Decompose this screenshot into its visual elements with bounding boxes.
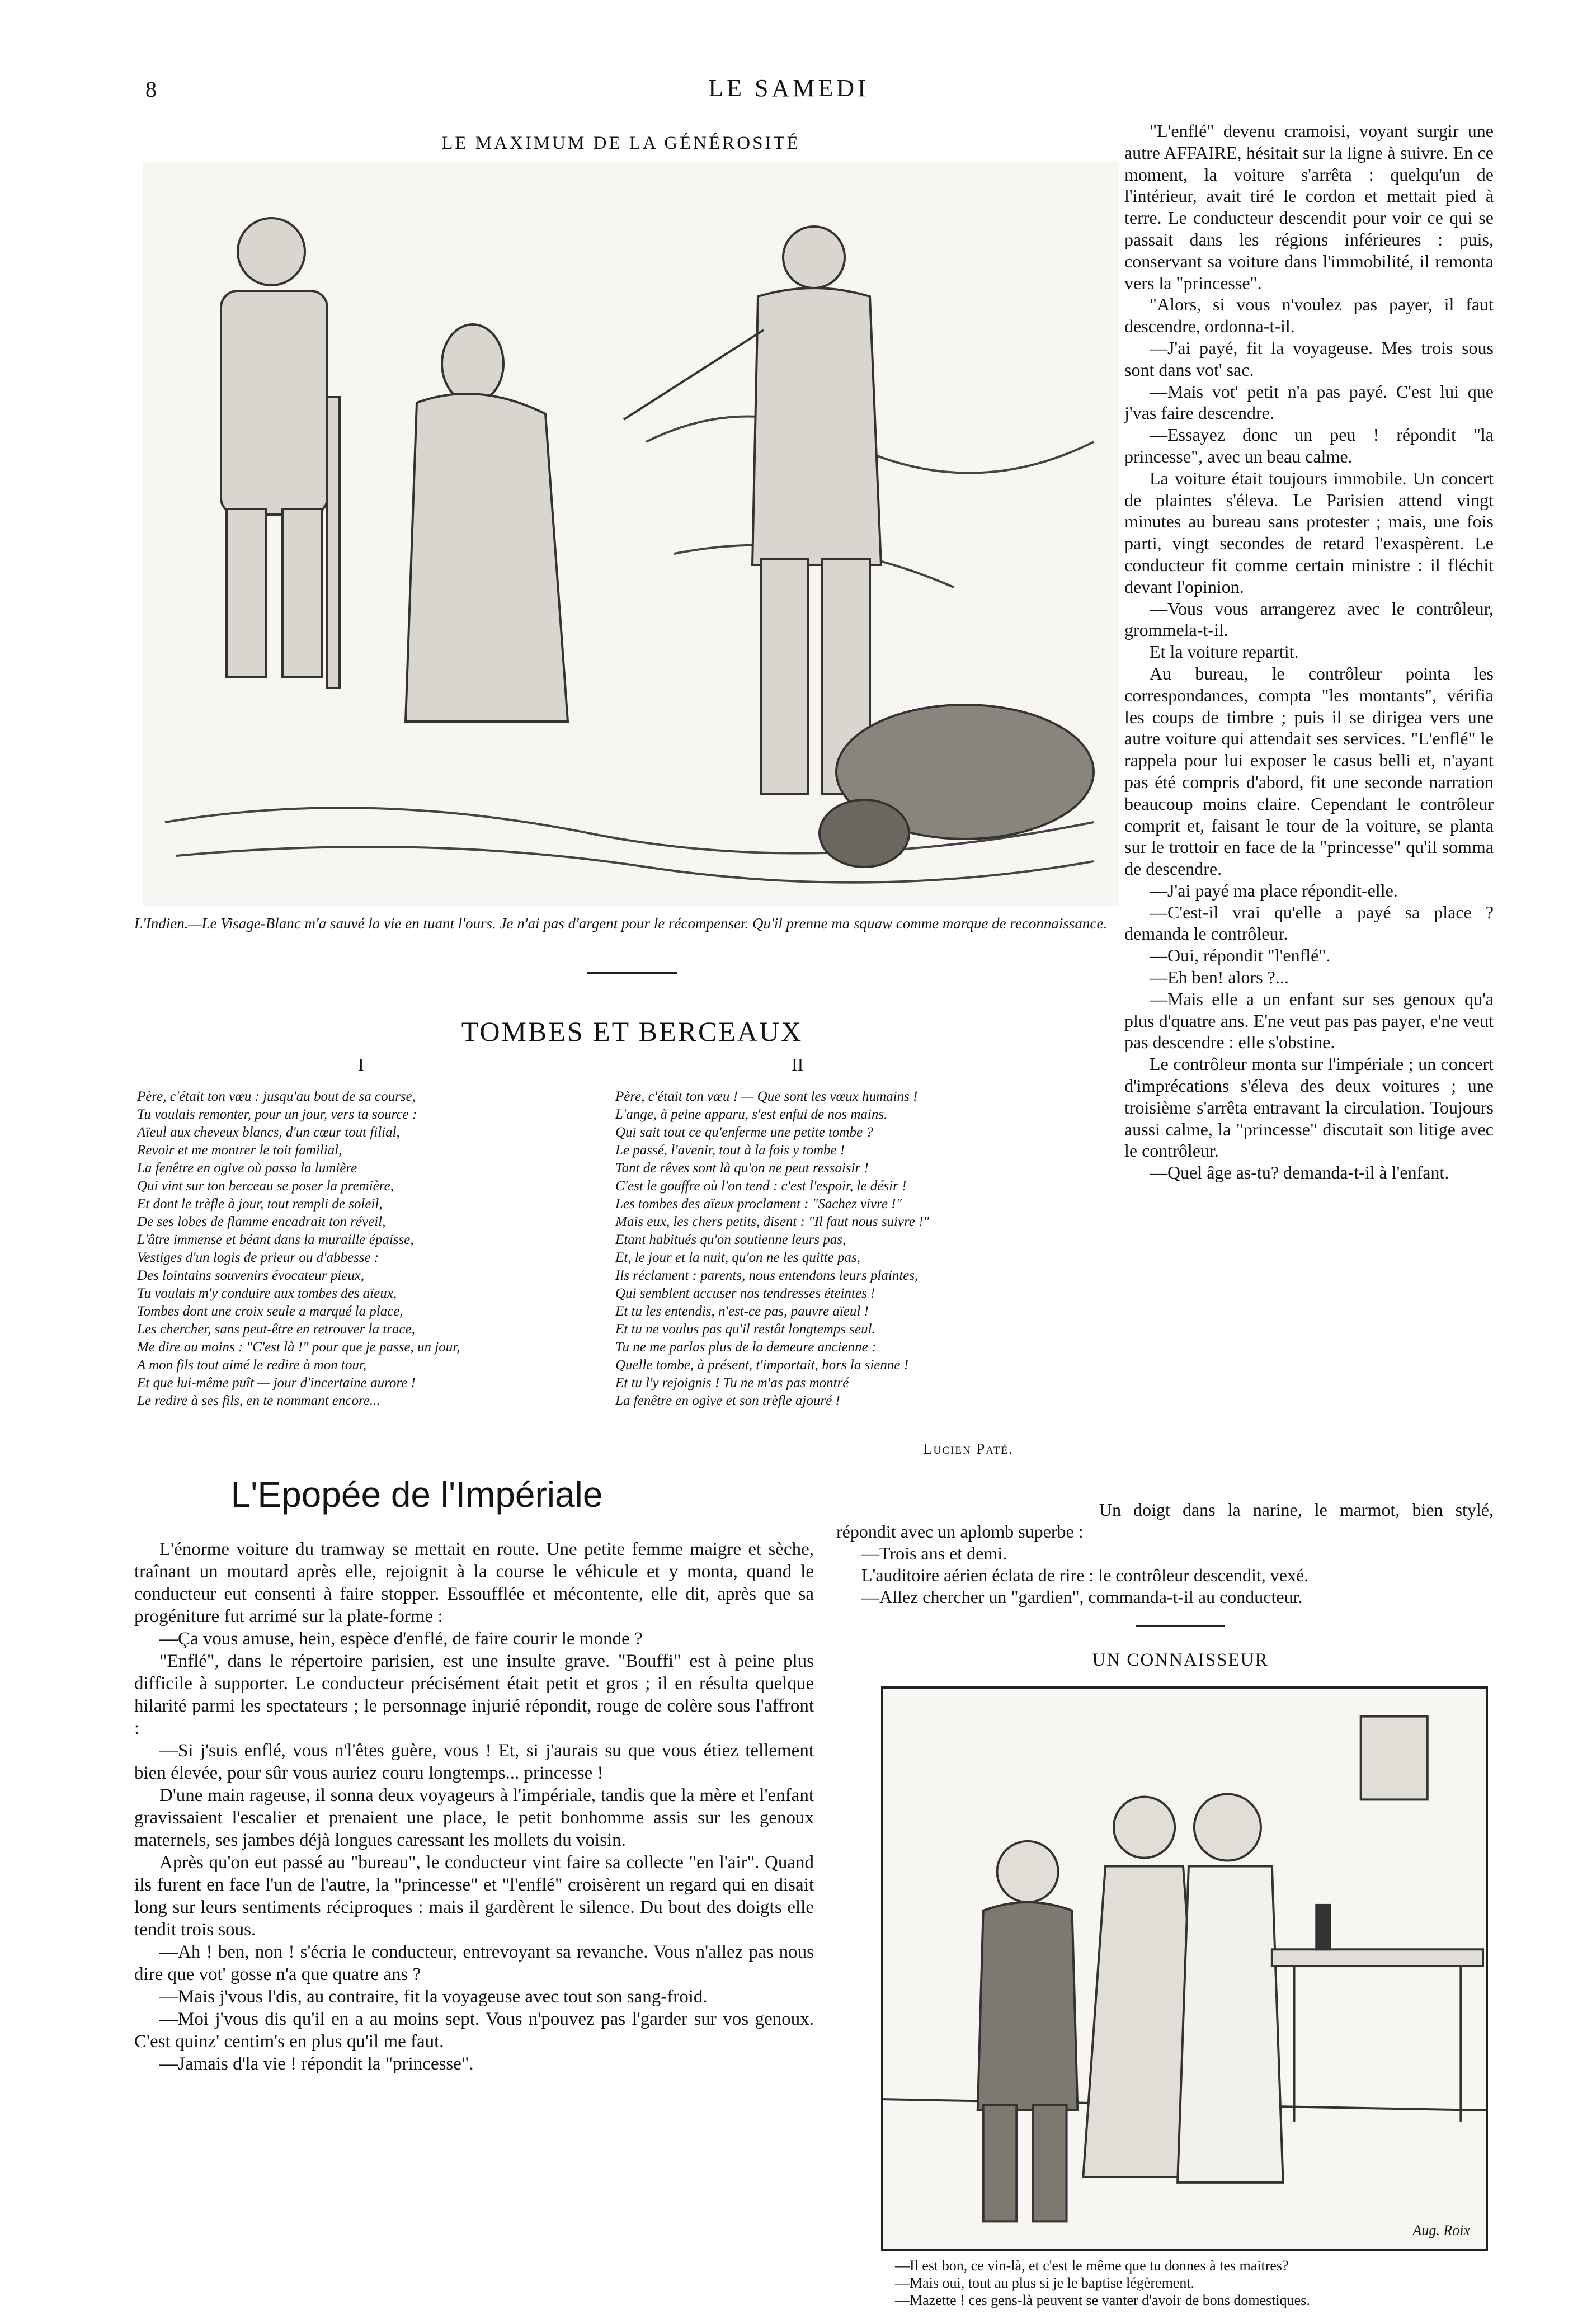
poem-line: Revoir et me montrer le toit familial,	[137, 1143, 342, 1158]
poem-line: Le redire à ses fils, en te nommant encore...	[137, 1393, 380, 1408]
poem-line: Ils réclament : parents, nous entendons leurs plaintes,	[615, 1268, 919, 1283]
paragraph: —Oui, répondit "l'enflé".	[1150, 945, 1331, 966]
newspaper-title: LE SAMEDI	[708, 74, 869, 102]
divider-rule	[587, 972, 677, 974]
paragraph: L'énorme voiture du tramway se mettait en route. Une petite femme maigre et sèche, traînant un moutard après elle, rejoignit à la course le véhicule et y monta, quand le conducteur eut consenti à faire stopper. Essoufflée et mécontente, elle dit, après que sa progéniture fut arrimé sur la plate-forme :	[134, 1539, 814, 1627]
caption-text: —Le Visage-Blanc m'a sauvé la vie en tuant l'ours. Je n'ai pas d'argent pour le récompenser. Qu'il prenne ma squaw comme marque de reconnaissance.	[188, 915, 1108, 932]
poem-line: Tu ne me parlas plus de la demeure ancienne :	[615, 1340, 877, 1355]
paragraph: "L'enflé" devenu cramoisi, voyant surgir une autre AFFAIRE, hésitait sur la ligne à suivre. En ce moment, la voiture s'arrêta : quelqu'un de l'intérieur, avait tiré le cordon et mettait pied à terre. Le conducteur descendit pour voir ce qui se passait dans les régions inférieures : puis, conservant sa voiture dans l'immobilité, il remonta vers la "princesse".	[1124, 121, 1494, 293]
article-title: L'Epopée de l'Impériale	[230, 1474, 603, 1515]
poem-line: L'ange, à peine apparu, s'est enfui de nos mains.	[615, 1107, 888, 1122]
paragraph: —Mais vot' petit n'a pas payé. C'est lui que j'vas faire descendre.	[1124, 381, 1494, 423]
paragraph: —Quel âge as-tu? demanda-t-il à l'enfant.	[1150, 1162, 1449, 1183]
poem-line: Et tu les entendis, n'est-ce pas, pauvre aïeul !	[615, 1304, 869, 1319]
poem-line: Tu voulais remonter, pour un jour, vers ta source :	[137, 1107, 417, 1122]
poem-line: Les tombes des aïeux proclament : "Sachez vivre !"	[615, 1196, 902, 1212]
paragraph: —J'ai payé ma place répondit-elle.	[1150, 880, 1398, 901]
poem-line: Les chercher, sans peut-être en retrouver la trace,	[137, 1322, 415, 1337]
poem-line: C'est le gouffre où l'on tend : c'est l'espoir, le désir !	[615, 1179, 907, 1194]
poem-line: Et, le jour et la nuit, qu'on ne les quitte pas,	[615, 1250, 860, 1265]
paragraph: —Eh ben! alors ?...	[1150, 967, 1289, 988]
poem-line: Et que lui-même puît — jour d'incertaine aurore !	[137, 1375, 416, 1390]
top-illustration-title: LE MAXIMUM DE LA GÉNÉROSITÉ	[441, 133, 800, 153]
paragraph: —Ah ! ben, non ! s'écria le conducteur, entrevoyant sa revanche. Vous n'allez pas nous dire que vot' gosse n'a que quatre ans ?	[134, 1942, 814, 1984]
paragraph: —J'ai payé, fit la voyageuse. Mes trois sous sont dans vot' sac.	[1124, 337, 1494, 380]
top-illustration-caption	[134, 914, 1127, 932]
paragraph: —Mais elle a un enfant sur ses genoux qu'a plus d'quatre ans. E'ne veut pas pas payer, e'ne veut pas descendre : elle s'obstine.	[1124, 988, 1494, 1053]
caption-speaker: L'Indien.	[134, 915, 189, 932]
paragraph: —Allez chercher un "gardien", commanda-t-il au conducteur.	[861, 1587, 1303, 1607]
paragraph: La voiture était toujours immobile. Un concert de plaintes s'éleva. Le Parisien attend vingt minutes au bureau sans protester ; mais, une fois parti, vingt secondes de retard l'exaspèrent. Le conducteur fit comme certain ministre : il fléchit devant l'opinion.	[1124, 468, 1494, 597]
poem-line: Qui vint sur ton berceau se poser la première,	[137, 1179, 394, 1194]
paragraph: —Jamais d'la vie ! répondit la "princesse".	[159, 2054, 474, 2074]
paragraph: "Enflé", dans le répertoire parisien, est une insulte grave. "Bouffi" est à peine plus difficile à supporter. Le conducteur précisément était petit et gros ; il en résulta quelque hilarité parmi les spectateurs ; le personnage injurié répondit, rouge de colère sous l'affront :	[134, 1651, 814, 1738]
poem-part1-heading: I	[358, 1054, 364, 1074]
poem-line: Aïeul aux cheveux blancs, d'un cœur tout filial,	[137, 1125, 400, 1140]
page-number: 8	[145, 77, 157, 102]
poem-line: Tant de rêves sont là qu'on ne peut ressaisir !	[615, 1161, 869, 1176]
paragraph: —Moi j'vous dis qu'il en a au moins sept. Vous n'pouvez pas l'garder sur vos genoux. C'est quinz' centim's en plus qu'il me faut.	[134, 2009, 814, 2052]
paragraph: —Mais j'vous l'dis, au contraire, fit la voyageuse avec tout son sang-froid.	[159, 1987, 708, 2007]
poem-line: Le passé, l'avenir, tout à la fois y tombe !	[615, 1143, 845, 1158]
bottom-illustration-title: UN CONNAISSEUR	[1092, 1650, 1269, 1670]
poem-line: Quelle tombe, à présent, t'importait, hors la sienne !	[615, 1357, 909, 1373]
poem-line: La fenêtre en ogive où passa la lumière	[137, 1161, 357, 1176]
poem-part1	[137, 1088, 607, 1410]
poem-line: Père, c'était ton vœu : jusqu'au bout de sa course,	[137, 1089, 416, 1104]
caption-line: —Mais oui, tout au plus si je le baptise légèrement.	[895, 2275, 1195, 2291]
poem-line: Qui semblent accuser nos tendresses éteintes !	[615, 1286, 875, 1301]
poem-line: Et tu l'y rejoignis ! Tu ne m'as pas montré	[615, 1375, 849, 1390]
poem-line: Tombes dont une croix seule a marqué la place,	[137, 1304, 403, 1319]
indian-bear-illustration	[143, 162, 1119, 906]
poem-line: A mon fils tout aimé le redire à mon tour,	[137, 1357, 367, 1373]
paragraph: —Essayez donc un peu ! répondit "la princesse", avec un beau calme.	[1124, 425, 1494, 466]
paragraph: L'auditoire aérien éclata de rire : le contrôleur descendit, vexé.	[861, 1565, 1309, 1585]
paragraph: Un doigt dans la narine, le marmot, bien stylé, répondit avec un aplomb superbe :	[836, 1500, 1494, 1542]
poem-part2-heading: II	[792, 1054, 804, 1074]
poem-line: L'âtre immense et béant dans la muraille épaisse,	[137, 1232, 414, 1247]
poem-line: Me dire au moins : "C'est là !" pour que je passe, un jour,	[137, 1340, 460, 1355]
poem-line: Tu voulais m'y conduire aux tombes des aïeux,	[137, 1286, 397, 1301]
paragraph: D'une main rageuse, il sonna deux voyageurs à l'impériale, tandis que la mère et l'enfant gravissaient l'escalier et prenaient une place, le petit bonhomme assis sur les genoux maternels, ses jambes déjà longues caressant les mollets du voisin.	[134, 1785, 814, 1850]
paragraph: Au bureau, le contrôleur pointa les correspondances, compta "les montants", vérifia les coups de timbre ; puis il se dirigea vers une autre voiture qui attendait ses services. "L'enflé" le rappela pour lui exposer le casus belli et, n'ayant pas été compris d'abord, fit une seconde narration beaucoup moins claire. Cependant le contrôleur comprit et, faisant le tour de la voiture, se planta sur le trottoir en face de la "princesse" qu'il somma de descendre.	[1124, 663, 1494, 879]
paragraph: Après qu'on eut passé au "bureau", le conducteur vint faire sa collecte "en l'air". Quand ils furent en face l'un de l'autre, la "princesse" et "l'enflé" croisèrent un regard qui en disait long sur leurs sentiments réciproques : mais il gardèrent le silence. Du bout des doigts elle tendit trois sous.	[134, 1852, 814, 1940]
paragraph: Le contrôleur monta sur l'impériale ; un concert d'imprécations s'éleva des deux voitures ; une troisième s'arrêta entravant la circulation. Toujours aussi calme, la "princesse" discutait son litige avec le contrôleur.	[1124, 1054, 1494, 1161]
paragraph: —C'est-il vrai qu'elle a payé sa place ? demanda le contrôleur.	[1124, 902, 1494, 944]
poem-line: La fenêtre en ogive et son trèfle ajouré !	[615, 1393, 840, 1408]
poem-line: Vestiges d'un logis de prieur ou d'abbesse :	[137, 1250, 379, 1265]
paragraph: "Alors, si vous n'voulez pas payer, il faut descendre, ordonna-t-il.	[1124, 294, 1494, 337]
caption-line: —Il est bon, ce vin-là, et c'est le même que tu donnes à tes maitres?	[895, 2257, 1289, 2274]
divider-rule	[1136, 1625, 1225, 1627]
paragraph: —Si j'suis enflé, vous n'l'êtes guère, vous ! Et, si j'aurais su que vous étiez tellement bien élevée, pour sûr vous auriez couru longtemps... princesse !	[134, 1741, 814, 1783]
poem-line: Père, c'était ton vœu ! — Que sont les vœux humains !	[615, 1089, 918, 1104]
paragraph: —Ça vous amuse, hein, espèce d'enflé, de faire courir le monde ?	[159, 1629, 643, 1649]
poem-line: Qui sait tout ce qu'enferme une petite tombe ?	[615, 1125, 873, 1140]
article-bridge-text	[836, 1499, 1494, 1608]
poem-signature: Lucien Paté.	[923, 1440, 1014, 1457]
poem-line: Et tu ne voulus pas qu'il restât longtemps seul.	[615, 1322, 875, 1337]
poem-line: Mais eux, les chers petits, disent : "Il faut nous suivre !"	[615, 1214, 929, 1229]
poem-line: Et dont le trèfle à jour, tout rempli de soleil,	[137, 1196, 383, 1212]
paragraph: —Trois ans et demi.	[861, 1543, 1007, 1563]
paragraph: Et la voiture repartit.	[1150, 642, 1299, 662]
artist-signature: Aug. Roix	[1412, 2222, 1470, 2238]
poem-part2	[615, 1088, 1108, 1410]
paragraph: —Vous vous arrangerez avec le contrôleur, grommela-t-il.	[1124, 598, 1494, 640]
poem-title: TOMBES ET BERCEAUX	[461, 1016, 803, 1047]
connoisseur-illustration	[881, 1686, 1488, 2251]
caption-line: —Mazette ! ces gens-là peuvent se vanter d'avoir de bons domestiques.	[895, 2292, 1310, 2308]
poem-line: Etant habitués qu'on soutienne leurs pas,	[615, 1232, 846, 1247]
article-right-column	[1124, 120, 1494, 1184]
poem-line: De ses lobes de flamme encadrait ton réveil,	[137, 1214, 386, 1229]
article-left-column	[134, 1538, 814, 2075]
bottom-illustration-caption	[895, 2257, 1499, 2309]
poem-line: Des lointains souvenirs évocateur pieux,	[137, 1268, 365, 1283]
